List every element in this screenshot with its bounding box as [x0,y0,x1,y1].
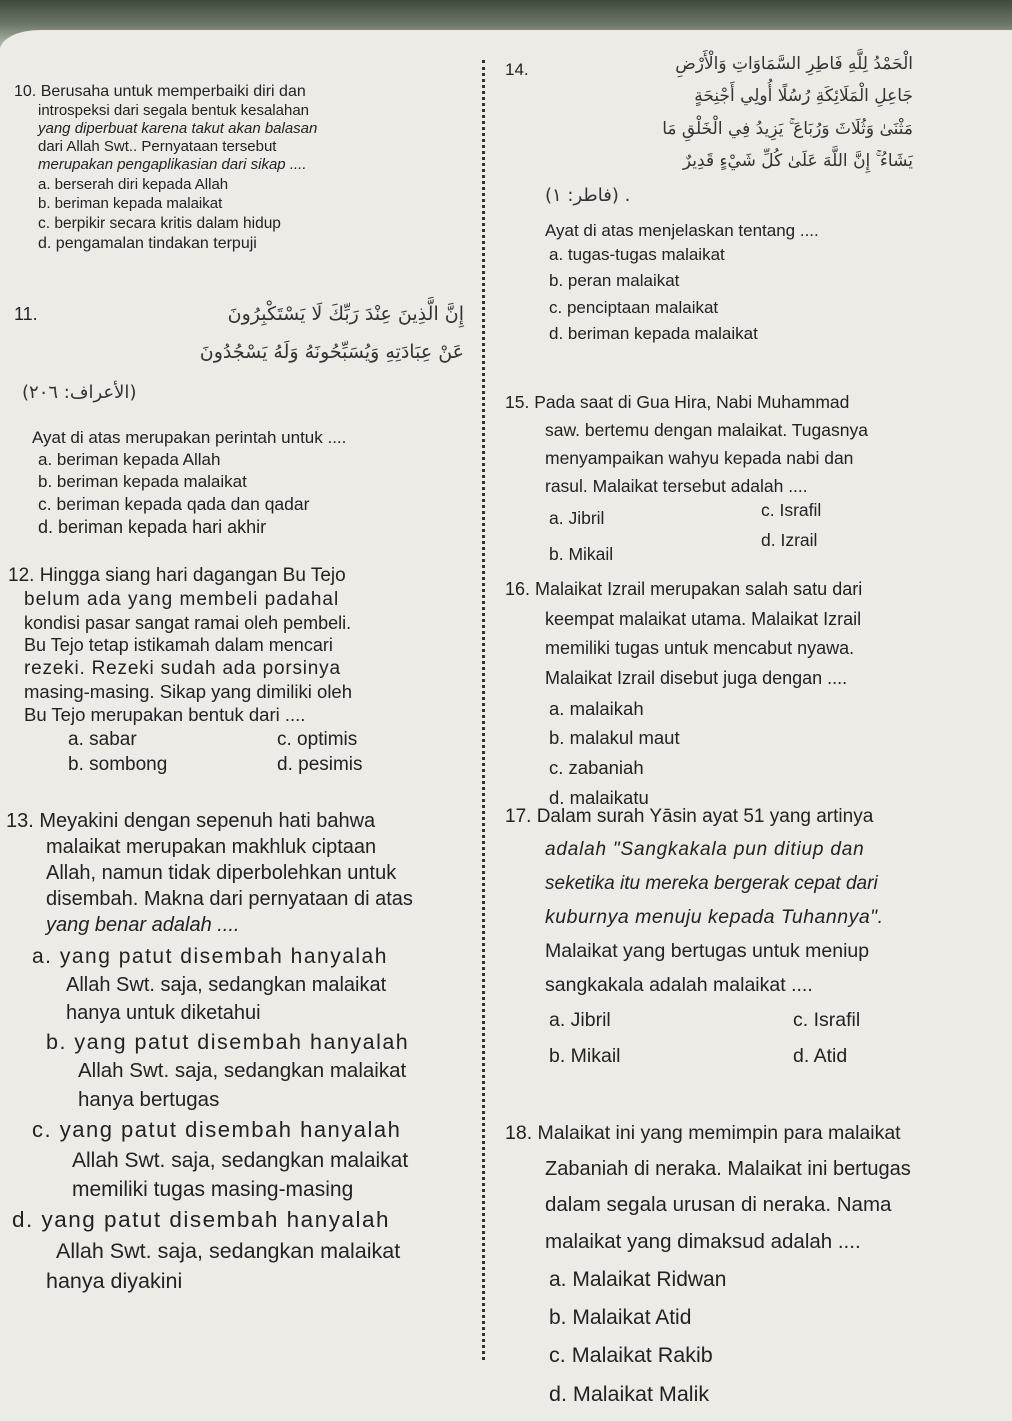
option-d[interactable]: d. Malaikat Malik [549,1382,710,1407]
question-text: masing-masing. Sikap yang dimiliki oleh [24,681,353,703]
option-a[interactable]: a. Jibril [549,1009,611,1032]
question-number: 18. [505,1122,533,1144]
option-a[interactable] [6,942,486,1027]
question-text: keempat malaikat utama. Malaikat Izrail [545,608,862,629]
option-line: d. yang patut disembah hanyalah [12,1207,390,1233]
question-11 [14,296,484,539]
question-text: yang benar adalah .... [46,914,240,936]
question-number: 14. [505,60,529,79]
option-b[interactable]: b. beriman kepada malaikat [38,195,223,213]
question-text: dari Allah Swt.. Pernyataan tersebut [38,138,277,156]
option-a[interactable]: a. sabar [68,728,137,750]
option-c[interactable]: c. Malaikat Rakib [549,1343,713,1368]
verse-reference: (الأعراف: ٢٠٦) [22,382,137,404]
question-number: 12. [8,565,35,586]
question-text: belum ada yang membeli padahal [24,588,340,610]
question-text: Allah, namun tidak diperbolehkan untuk [46,862,397,884]
option-a[interactable]: a. Jibril [549,508,605,528]
option-a[interactable]: a. beriman kepada Allah [38,450,221,470]
question-number: 10. [14,83,37,100]
option-b[interactable]: b. Mikail [549,544,614,564]
question-text: Dalam surah Yāsin ayat 51 yang artinya [536,806,874,827]
question-text: Pada saat di Gua Hira, Nabi Muhammad [534,392,850,412]
arabic-verse-line: الْحَمْدُ لِلَّهِ فَاطِرِ السَّمَاوَاتِ وَالْأَرْضِ [675,54,913,74]
question-text: Malaikat Izrail merupakan salah satu dari [535,579,863,599]
question-text: yang diperbuat karena takut akan balasan [38,119,318,137]
question-text: Zabaniah di neraka. Malaikat ini bertugas [545,1158,911,1181]
option-line: Allah Swt. saja, sedangkan malaikat [72,1148,409,1172]
option-line: a. yang patut disembah hanyalah [32,945,388,968]
option-d[interactable]: d. malaikatu [549,786,649,808]
question-14 [505,48,1005,347]
option-d[interactable]: d. beriman kepada malaikat [549,324,758,344]
option-a[interactable]: a. malaikah [549,697,644,719]
option-c[interactable]: c. penciptaan malaikat [549,297,719,317]
question-text: saw. bertemu dengan malaikat. Tugasnya [545,420,868,440]
question-text: malaikat yang dimaksud adalah .... [545,1229,861,1253]
option-c[interactable]: c. beriman kepada qada dan qadar [38,494,310,515]
question-15 [505,388,1005,564]
question-10 [14,82,484,255]
question-16 [505,575,1005,812]
question-text: rezeki. Rezeki sudah ada porsinya [24,657,341,679]
option-c[interactable]: c. Israfil [761,500,822,520]
verse-reference: (فاطر: ١) . [545,185,631,207]
question-text: Hingga siang hari dagangan Bu Tejo [39,565,346,586]
question-text: Malaikat ini yang memimpin para malaikat [537,1122,901,1144]
question-text: Bu Tejo merupakan bentuk dari .... [24,704,306,726]
option-d[interactable]: d. pengamalan tindakan terpuji [38,234,257,252]
option-b[interactable]: b. sombong [68,754,168,776]
question-text: Bu Tejo tetap istikamah dalam mencari [24,635,333,655]
question-text: Ayat di atas merupakan perintah untuk .... [32,428,347,448]
question-number: 16. [505,579,531,599]
option-d[interactable]: d. Izrail [761,530,818,550]
option-a[interactable]: a. berserah diri kepada Allah [38,175,229,193]
option-line: hanya diyakini [46,1269,183,1294]
option-b[interactable] [6,1027,486,1114]
option-b[interactable]: b. Mikail [549,1045,621,1068]
option-line: memiliki tugas masing-masing [72,1178,354,1202]
question-13 [6,808,486,1296]
question-text: kondisi pasar sangat ramai oleh pembeli. [24,612,352,633]
question-number: 13. [6,810,34,832]
question-text: Malaikat Izrail disebut juga dengan .... [545,668,848,689]
question-text: seketika itu mereka bergerak cepat dari [545,872,878,894]
option-line: hanya untuk diketahui [66,1002,261,1025]
question-text: merupakan pengaplikasian dari sikap .... [38,156,307,174]
question-text: Berusaha untuk memperbaiki diri dan [40,83,306,100]
arabic-verse-line: جَاعِلِ الْمَلَائِكَةِ رُسُلًا أُولِي أَجْنِحَةٍ [694,86,913,107]
question-17 [505,800,1005,1074]
option-c[interactable]: c. zabaniah [549,756,644,778]
option-line: b. yang patut disembah hanyalah [46,1030,410,1055]
question-text: memiliki tugas untuk mencabut nyawa. [545,638,855,659]
question-number: 17. [505,806,532,827]
question-text: Malaikat yang bertugas untuk meniup [545,939,870,962]
question-text: kuburnya menuju kepada Tuhannya". [545,905,884,928]
question-text: sangkakala adalah malaikat .... [545,974,813,996]
option-b[interactable]: b. Malaikat Atid [549,1305,692,1329]
option-a[interactable]: a. tugas-tugas malaikat [549,245,725,265]
option-line: Allah Swt. saja, sedangkan malaikat [56,1238,401,1263]
option-c[interactable]: c. optimis [277,728,358,750]
arabic-verse-line: يَشَاءُ ۚ إِنَّ اللَّهَ عَلَىٰ كُلِّ شَيْءٍ قَدِيرٌ [682,150,913,171]
option-a[interactable]: a. Malaikat Ridwan [549,1267,727,1291]
arabic-verse-line: عَنْ عِبَادَتِهِ وَيُسَبِّحُونَهُ وَلَهُ يَسْجُدُونَ [199,341,464,364]
option-c[interactable]: c. berpikir secara kritis dalam hidup [38,214,281,232]
question-text: Meyakini dengan sepenuh hati bahwa [39,810,376,832]
question-text: dalam segala urusan di neraka. Nama [545,1193,892,1217]
question-text: menyampaikan wahyu kepada nabi dan [545,448,854,468]
question-text: malaikat merupakan makhluk ciptaan [46,836,377,858]
option-b[interactable]: b. malakul maut [549,727,680,749]
question-12 [8,564,486,778]
arabic-verse-line: مَثْنَىٰ وَثُلَاثَ وَرُبَاعَ ۚ يَزِيدُ فِي الْخَلْقِ مَا [662,118,913,139]
option-line: hanya bertugas [78,1088,220,1112]
arabic-verse-line: إِنَّ الَّذِينَ عِنْدَ رَبِّكَ لَا يَسْتَكْبِرُونَ [227,303,464,325]
option-b[interactable]: b. beriman kepada malaikat [38,472,247,492]
option-d[interactable]: d. beriman kepada hari akhir [38,517,267,538]
question-text: introspeksi dari segala bentuk kesalahan [38,101,310,119]
option-line: c. yang patut disembah hanyalah [32,1116,402,1142]
question-18 [505,1116,1005,1414]
option-d[interactable] [6,1204,486,1296]
option-d[interactable]: d. pesimis [277,754,363,776]
option-c[interactable] [6,1115,486,1205]
question-text: rasul. Malaikat tersebut adalah .... [545,476,808,496]
question-number: 15. [505,392,530,412]
option-line: Allah Swt. saja, sedangkan malaikat [66,974,387,997]
question-number: 11. [14,303,38,324]
question-text: Ayat di atas menjelaskan tentang .... [545,221,819,241]
question-text: disembah. Makna dari pernyataan di atas [46,888,413,910]
option-b[interactable]: b. peran malaikat [549,271,680,291]
option-line: Allah Swt. saja, sedangkan malaikat [78,1059,407,1083]
option-d[interactable]: d. Atid [793,1045,848,1068]
question-text: adalah "Sangkakala pun ditiup dan [545,839,865,861]
option-c[interactable]: c. Israfil [793,1009,861,1032]
